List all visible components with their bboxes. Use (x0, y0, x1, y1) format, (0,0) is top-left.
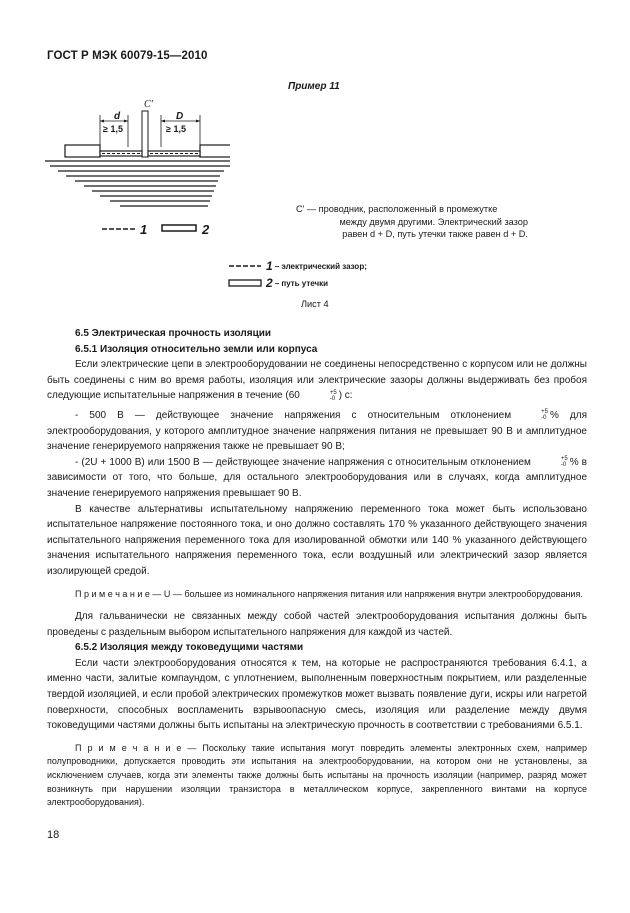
tolerance-up: +5 (329, 389, 337, 396)
tolerance-up: +5 (560, 456, 568, 463)
legend-item-clearance (228, 259, 367, 273)
paragraph-3-end: % в зависимости от того, что больше, для остального электрооборудования или в случаях, когда амплитудное значение генерируемого напряжения превышает 90 В. (47, 456, 587, 499)
dashed-line-icon (228, 262, 262, 270)
caption-line-1: C' — проводник, расположенный в промежутке (296, 204, 498, 214)
paragraph-2-end: % для электрооборудования, у которого амплитудное значение напряжения питания не превышает 90 В и амплитудное значение генерируемого напряжения также не превышает 90 В; (47, 409, 587, 453)
legend-num-2: 2 (266, 276, 273, 290)
tolerance-down: -0 (541, 415, 547, 422)
figure-dim-right: ≥ 1,5 (166, 124, 186, 134)
figure-marker-1: 1 (140, 222, 148, 237)
figure-label-d: d (114, 111, 121, 122)
tolerance-down: -0 (329, 395, 336, 402)
paragraph-1-end: ) с: (338, 390, 353, 402)
legend-text-1: – электрический зазор; (274, 261, 367, 271)
paragraph-4: В качестве альтернативы испытательному напряжению переменного тока может быть использовано испытательное напряжение постоянного тока, и оно должно составлять 170 % указанного действующего значения испытательного напряжения переменного тока для изолированной обмотки или 140 % указанного действующего значения испытательного напряжения переменного тока, если воздушный или электрический зазор является изолирующей средой. (47, 503, 587, 577)
tolerance (302, 390, 337, 402)
figure-legend (228, 259, 367, 293)
figure-dim-left: ≥ 1,5 (103, 124, 123, 134)
legend-item-creepage (228, 276, 367, 290)
heading-6-5: 6.5 Электрическая прочность изоляции (75, 328, 272, 339)
tolerance-up: +5 (541, 409, 548, 416)
paragraph-3-text: - (2U + 1000 В) или 1500 В — действующее значение напряжения с относительным отклонением (75, 456, 531, 468)
paragraph-1 (47, 357, 587, 404)
figure-marker-2: 2 (202, 222, 210, 237)
document-header: ГОСТ Р МЭК 60079-15—2010 (47, 50, 208, 62)
example-label: Пример 11 (288, 81, 340, 92)
bar-icon (228, 279, 262, 287)
heading-6-5-1: 6.5.1 Изоляция относительно земли или корпуса (75, 343, 318, 355)
figure-label-D: D (176, 111, 184, 122)
paragraph-2-text: - 500 В — действующее значение напряжения с относительным отклонением (75, 409, 512, 421)
figure-label-c: C' (144, 99, 153, 110)
legend-num-1: 1 (266, 259, 273, 273)
caption-line-2: между двумя другими. Электрический зазор (339, 216, 528, 227)
paragraph-5: Для гальванически не связанных между собой частей электрооборудования испытания должны быть проведены с раздельным выбором испытательного напряжения для каждой из частей. (47, 611, 587, 638)
caption-line-3: равен d + D, путь утечки также равен d + D. (342, 229, 528, 240)
figure-caption (296, 203, 528, 241)
heading-6-5-2: 6.5.2 Изоляция между токоведущими частями (75, 642, 304, 654)
paragraph-3 (47, 455, 587, 502)
document-body (47, 326, 587, 810)
legend-text-2: – путь утечки (274, 278, 329, 288)
page-number: 18 (47, 829, 60, 841)
paragraph-6: Если части электрооборудования относятся к тем, на которые не распространяются требования 6.4.1, а именно части, залитые компаундом, с уплотнением, выполненным поверхностным покрытием, или разделенные твердой изоляцией, и если пробой электрических промежутков может вызвать появление дуги, искры или нагретой поверхности, способных воспламенить взрывоопасную смесь, изоляция или разделение между двумя токоведущими частями должны быть испытаны на электрическую прочность в соответствии с требованиями 6.5.1. (47, 657, 587, 732)
tolerance-down: -0 (560, 462, 567, 469)
creepage-figure (40, 95, 230, 245)
tolerance (513, 409, 548, 421)
tolerance (533, 456, 568, 468)
note-2: П р и м е ч а н и е — Поскольку такие испытания могут повредить элементы электронных схем, например полупроводники, допускается проводить эти испытания на электрооборудовании, на котором они не установлены, за исключением случаев, когда эти элементы также должны быть испытаны на прочность изоляции (например, разряд может возникнуть при нарушении изоляции транзистора в металлическом корпусе, закрепленного винтами на корпусе электрооборудования). (47, 742, 587, 808)
paragraph-2 (47, 408, 587, 455)
sheet-label: Лист 4 (301, 299, 329, 309)
center-conductor (142, 111, 148, 157)
note-1: П р и м е ч а н и е — U — большее из номинального напряжения питания или напряжения внутри электрооборудования. (75, 588, 583, 599)
paragraph-1-text: Если электрические цепи в электрооборудовании не соединены непосредственно с корпусом или не должны быть соединены с ним во время работы, изоляция или электрические зазоры должны выдерживать без пробоя следующие испытательные напряжения в течение (60 (47, 359, 587, 402)
